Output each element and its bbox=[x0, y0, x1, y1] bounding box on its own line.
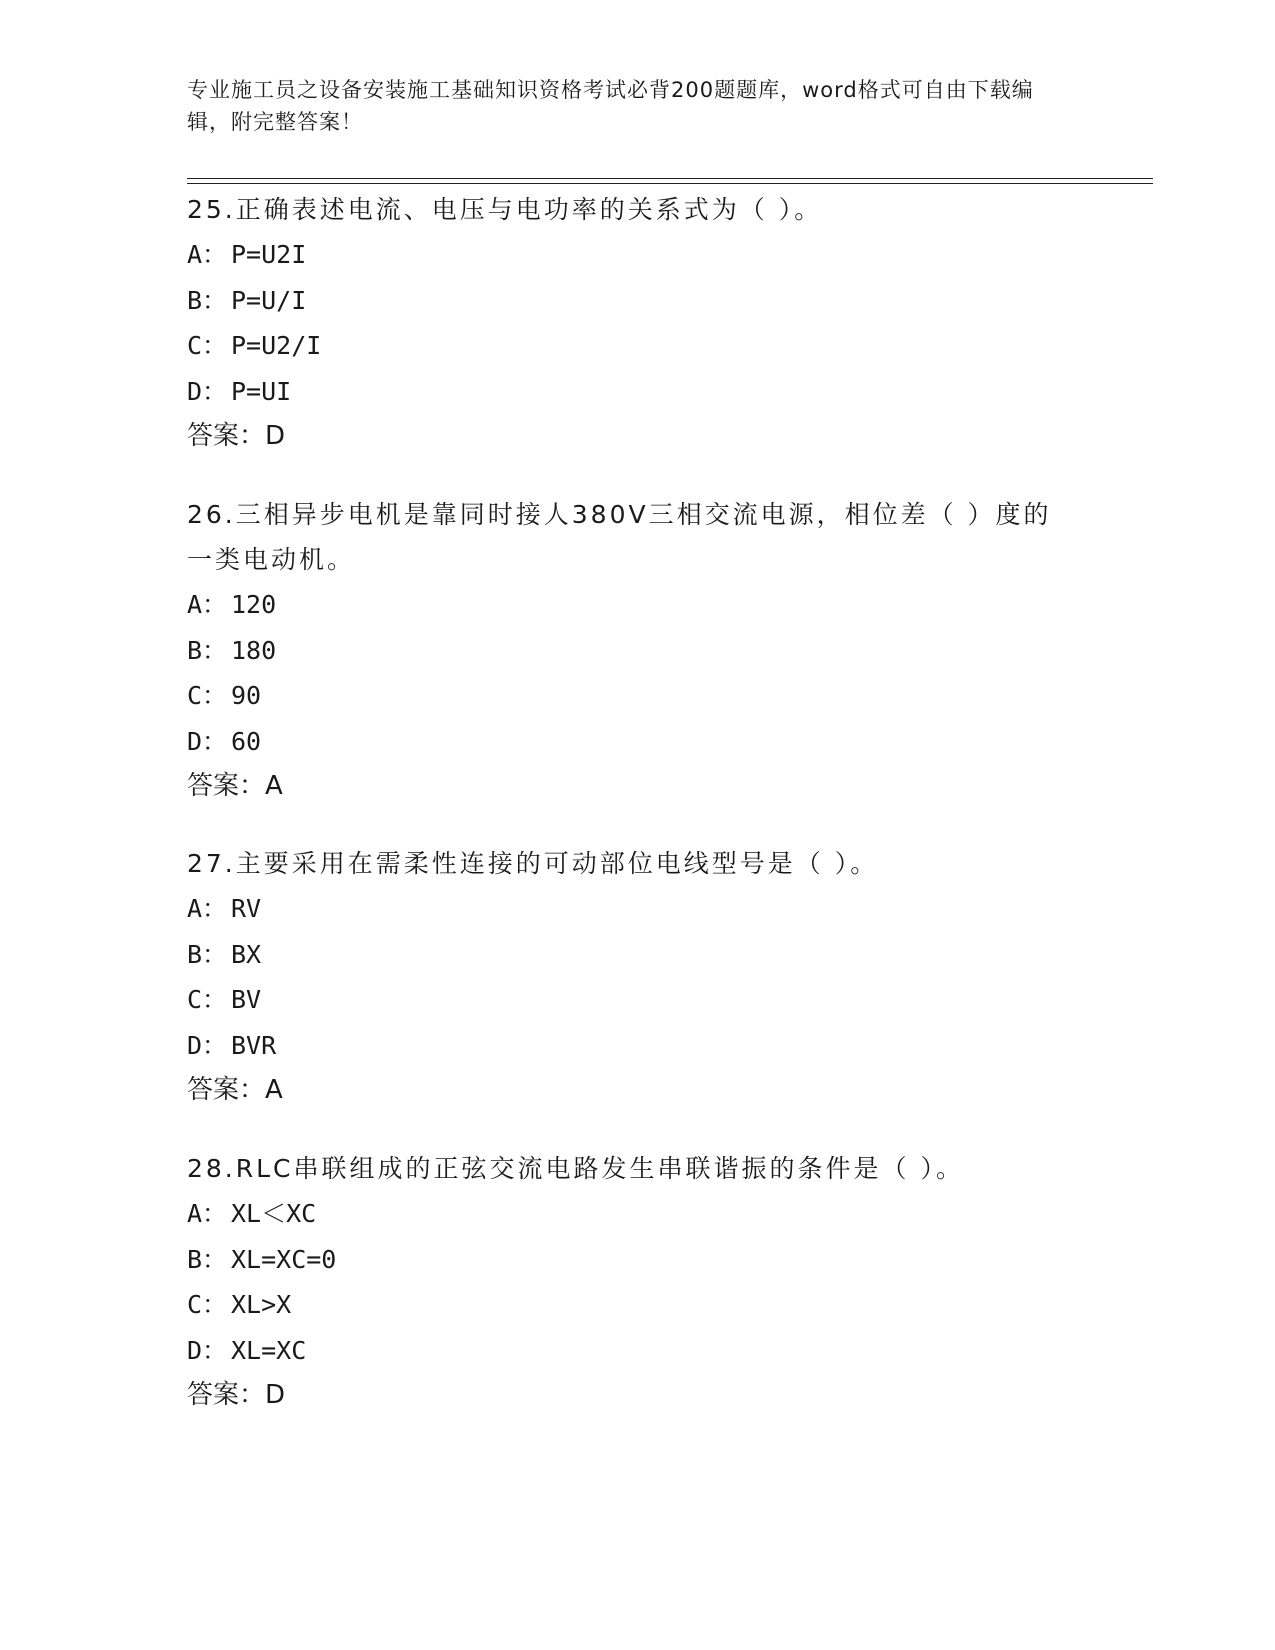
option-value: 120 bbox=[231, 590, 277, 619]
option-letter: C： bbox=[187, 331, 228, 360]
question-27 bbox=[187, 841, 1087, 1113]
answer bbox=[187, 1068, 1087, 1113]
option-a bbox=[187, 886, 1087, 932]
question-25 bbox=[187, 187, 1087, 459]
answer-label: 答案： bbox=[187, 421, 266, 451]
option-value: XL＜XC bbox=[231, 1199, 317, 1228]
question-28 bbox=[187, 1146, 1087, 1418]
option-letter: A： bbox=[187, 590, 228, 619]
option-a bbox=[187, 1191, 1087, 1237]
answer-label: 答案： bbox=[187, 1075, 266, 1105]
option-letter: D： bbox=[187, 1335, 228, 1365]
answer bbox=[187, 414, 1087, 459]
question-text: 27.主要采用在需柔性连接的可动部位电线型号是（ ）。 bbox=[187, 849, 879, 878]
option-letter: D： bbox=[187, 726, 228, 756]
question-26 bbox=[187, 492, 1057, 809]
option-letter: D： bbox=[187, 1030, 228, 1060]
option-letter: C： bbox=[187, 1290, 228, 1319]
option-b bbox=[187, 628, 1057, 674]
answer bbox=[187, 764, 1057, 809]
option-c bbox=[187, 977, 1087, 1023]
option-value: BVR bbox=[231, 1030, 277, 1060]
option-a bbox=[187, 582, 1057, 628]
option-b bbox=[187, 1237, 1087, 1283]
answer-value: A bbox=[265, 1075, 283, 1105]
option-value: BX bbox=[231, 939, 262, 969]
option-value: XL=XC=0 bbox=[231, 1244, 337, 1274]
option-value: P=UI bbox=[231, 376, 292, 406]
option-letter: B： bbox=[187, 939, 228, 969]
option-letter: B： bbox=[187, 1244, 228, 1274]
answer-label: 答案： bbox=[187, 1380, 266, 1410]
page-header: 专业施工员之设备安装施工基础知识资格考试必背200题题库，word格式可自由下载编辑，附完整答案！ bbox=[187, 78, 1034, 134]
option-letter: B： bbox=[187, 285, 228, 315]
option-letter: A： bbox=[187, 894, 228, 923]
option-d bbox=[187, 719, 1057, 765]
option-a bbox=[187, 232, 1087, 278]
answer-label: 答案： bbox=[187, 771, 266, 801]
option-value: XL>X bbox=[231, 1290, 292, 1319]
option-d bbox=[187, 369, 1087, 415]
option-c bbox=[187, 673, 1057, 719]
answer bbox=[187, 1373, 1087, 1418]
option-b bbox=[187, 278, 1087, 324]
question-text: 25.正确表述电流、电压与电功率的关系式为（ ）。 bbox=[187, 195, 823, 224]
option-letter: A： bbox=[187, 1199, 228, 1228]
option-value: 90 bbox=[231, 681, 262, 710]
answer-value: D bbox=[265, 1380, 286, 1410]
option-value: P=U2/I bbox=[231, 331, 322, 360]
header-divider-bottom bbox=[187, 183, 1153, 184]
option-b bbox=[187, 932, 1087, 978]
option-c bbox=[187, 323, 1087, 369]
question-text: 28.RLC串联组成的正弦交流电路发生串联谐振的条件是（ ）。 bbox=[187, 1154, 964, 1183]
option-value: P=U2I bbox=[231, 240, 307, 269]
option-value: 180 bbox=[231, 635, 277, 665]
header-divider-top bbox=[187, 178, 1153, 179]
option-letter: A： bbox=[187, 240, 228, 269]
option-letter: B： bbox=[187, 635, 228, 665]
option-value: P=U/I bbox=[231, 285, 307, 315]
option-value: BV bbox=[231, 985, 262, 1014]
option-d bbox=[187, 1328, 1087, 1374]
option-letter: C： bbox=[187, 985, 228, 1014]
answer-value: A bbox=[265, 771, 283, 801]
option-value: XL=XC bbox=[231, 1335, 307, 1365]
option-letter: C： bbox=[187, 681, 228, 710]
option-value: 60 bbox=[231, 726, 262, 756]
option-c bbox=[187, 1282, 1087, 1328]
option-value: RV bbox=[231, 894, 262, 923]
answer-value: D bbox=[265, 421, 286, 451]
question-text: 26.三相异步电机是靠同时接人380V三相交流电源，相位差（ ）度的一类电动机。 bbox=[187, 500, 1052, 574]
option-letter: D： bbox=[187, 376, 228, 406]
option-d bbox=[187, 1023, 1087, 1069]
